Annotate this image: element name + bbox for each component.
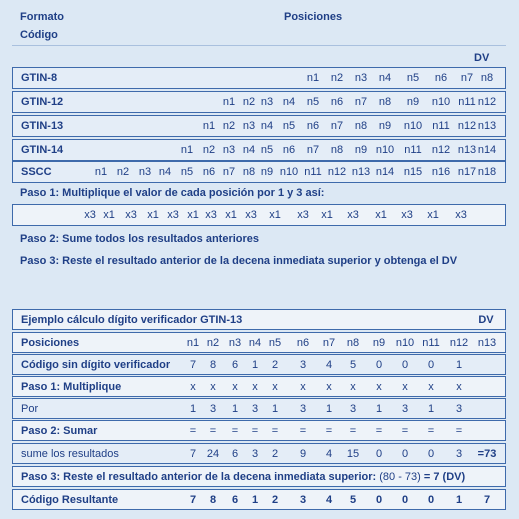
multiplier: x3	[347, 209, 359, 221]
multiplier: x3	[245, 209, 257, 221]
format-position: n4	[282, 96, 296, 108]
example-cell: 1	[251, 358, 259, 371]
format-label: GTIN-14	[21, 144, 64, 156]
format-position: n15	[403, 166, 423, 178]
paso1-text: Paso 1: Multiplique el valor de cada posición por 1 y 3 así:	[20, 187, 325, 199]
format-position: n8	[242, 166, 256, 178]
dv-header: DV	[474, 52, 490, 64]
format-position: n7	[460, 72, 474, 84]
example-row-label: Posiciones	[21, 336, 80, 349]
example-paso3-prefix: Paso 3: Reste el resultado anterior de la decena inmediata superior:	[21, 470, 377, 483]
example-row-label: Paso 2: Sumar	[21, 424, 98, 437]
format-row	[12, 139, 506, 161]
format-position: n13	[477, 120, 497, 132]
format-position: n6	[282, 144, 296, 156]
format-position: n1	[202, 120, 216, 132]
multiplier: x3	[205, 209, 217, 221]
example-cell: 6	[231, 447, 239, 460]
example-result-label: Código Resultante	[21, 493, 119, 506]
header-divider	[12, 45, 506, 46]
example-cell: n11	[422, 336, 440, 349]
multiplier: x1	[187, 209, 199, 221]
example-cell: 9	[299, 447, 307, 460]
example-cell: x	[252, 380, 258, 393]
example-cell: x	[456, 380, 462, 393]
example-cell: 0	[375, 447, 383, 460]
example-cell: x	[300, 380, 306, 393]
posiciones-header: Posiciones	[284, 11, 343, 23]
example-cell: n6	[296, 336, 310, 349]
example-paso3-result: = 7 (DV)	[423, 470, 466, 483]
format-position: n6	[306, 120, 320, 132]
example-cell: =	[401, 424, 409, 437]
format-position: n5	[406, 72, 420, 84]
multiplier: x3	[84, 209, 96, 221]
example-paso3-row	[12, 466, 506, 487]
multiplier: x1	[427, 209, 439, 221]
format-position: n5	[282, 120, 296, 132]
example-title-row	[12, 309, 506, 330]
result-digit: 3	[299, 493, 307, 506]
format-label: GTIN-8	[21, 72, 58, 84]
result-digit: 7	[483, 493, 491, 506]
example-cell: 0	[427, 447, 435, 460]
format-position: n13	[457, 144, 477, 156]
format-position: n12	[431, 144, 451, 156]
example-cell: n8	[346, 336, 360, 349]
example-row-label: Paso 1: Multiplique	[21, 380, 122, 393]
format-position: n13	[351, 166, 371, 178]
example-cell: 1	[455, 358, 463, 371]
example-cell: =	[231, 424, 239, 437]
format-position: n11	[432, 120, 450, 132]
format-position: n9	[354, 144, 368, 156]
format-position: n4	[378, 72, 392, 84]
example-cell: 1	[375, 402, 383, 415]
example-cell: 4	[325, 358, 333, 371]
example-row	[12, 420, 506, 441]
example-cell: =	[189, 424, 197, 437]
format-position: n1	[222, 96, 236, 108]
format-position: n8	[330, 144, 344, 156]
example-cell: 3	[455, 447, 463, 460]
format-position: n9	[378, 120, 392, 132]
example-cell: n2	[206, 336, 220, 349]
example-cell: 3	[209, 402, 217, 415]
example-cell: 8	[209, 358, 217, 371]
example-cell: =	[251, 424, 259, 437]
format-position: n18	[477, 166, 497, 178]
format-position: n7	[306, 144, 320, 156]
example-row-label: sume los resultados	[21, 447, 119, 460]
example-cell: x	[428, 380, 434, 393]
format-position: n3	[354, 72, 368, 84]
format-position: n8	[378, 96, 392, 108]
example-cell: x	[376, 380, 382, 393]
format-label: SSCC	[21, 166, 52, 178]
example-cell: 1	[325, 402, 333, 415]
format-position: n2	[116, 166, 130, 178]
example-cell: x	[210, 380, 216, 393]
format-position: n8	[354, 120, 368, 132]
example-row	[12, 376, 506, 397]
multiplier: x3	[455, 209, 467, 221]
multiplier: x1	[269, 209, 281, 221]
format-position: n5	[260, 144, 274, 156]
format-position: n12	[457, 120, 477, 132]
format-label: GTIN-12	[21, 96, 64, 108]
format-position: n12	[327, 166, 347, 178]
example-cell: 3	[251, 402, 259, 415]
example-cell: 1	[271, 402, 279, 415]
example-cell: 2	[271, 447, 279, 460]
example-cell: 1	[427, 402, 435, 415]
example-cell: 0	[427, 358, 435, 371]
format-position: n2	[330, 72, 344, 84]
example-cell: 4	[325, 447, 333, 460]
example-row	[12, 443, 506, 464]
format-position: n6	[434, 72, 448, 84]
example-cell: 6	[231, 358, 239, 371]
result-digit: 1	[251, 493, 259, 506]
example-cell: 0	[401, 447, 409, 460]
example-cell: 24	[206, 447, 220, 460]
format-position: n7	[222, 166, 236, 178]
example-row	[12, 354, 506, 375]
multiplier: x1	[147, 209, 159, 221]
example-cell: =	[349, 424, 357, 437]
example-cell: 3	[251, 447, 259, 460]
format-position: n7	[354, 96, 368, 108]
format-position: n4	[242, 144, 256, 156]
example-cell: =	[375, 424, 383, 437]
format-position: n3	[242, 120, 256, 132]
format-position: n14	[477, 144, 497, 156]
format-position: n14	[375, 166, 395, 178]
format-position: n8	[480, 72, 494, 84]
format-position: n2	[202, 144, 216, 156]
format-position: n11	[404, 144, 422, 156]
format-position: n4	[158, 166, 172, 178]
result-digit: 0	[401, 493, 409, 506]
format-position: n10	[279, 166, 299, 178]
example-cell: n3	[228, 336, 242, 349]
format-row	[12, 115, 506, 137]
example-cell: n12	[449, 336, 469, 349]
multiplier: x3	[167, 209, 179, 221]
codigo-header: Código	[20, 29, 58, 41]
example-cell: 1	[189, 402, 197, 415]
format-position: n1	[94, 166, 108, 178]
format-position: n1	[306, 72, 320, 84]
example-cell: n7	[322, 336, 336, 349]
format-position: n6	[202, 166, 216, 178]
result-digit: 2	[271, 493, 279, 506]
example-cell: n4	[248, 336, 262, 349]
example-cell: n5	[268, 336, 282, 349]
example-cell: 0	[375, 358, 383, 371]
example-cell: x	[326, 380, 332, 393]
format-position: n2	[222, 120, 236, 132]
multiplier: x1	[225, 209, 237, 221]
format-position: n10	[431, 96, 451, 108]
format-label: GTIN-13	[21, 120, 64, 132]
multiplier: x3	[297, 209, 309, 221]
example-row	[12, 332, 506, 353]
format-position: n12	[477, 96, 497, 108]
example-row	[12, 398, 506, 419]
example-cell: x	[232, 380, 238, 393]
example-cell: =	[427, 424, 435, 437]
example-cell: 3	[299, 358, 307, 371]
example-cell: =73	[477, 447, 497, 460]
example-row-label: Por	[21, 402, 39, 415]
format-position: n7	[330, 120, 344, 132]
format-position: n4	[260, 120, 274, 132]
format-row	[12, 161, 506, 183]
example-cell: x	[190, 380, 196, 393]
paso3-text: Paso 3: Reste el resultado anterior de la decena inmediata superior y obtenga el DV	[20, 255, 458, 267]
result-digit: 1	[455, 493, 463, 506]
example-cell: n1	[186, 336, 200, 349]
example-cell: 2	[271, 358, 279, 371]
example-cell: 3	[299, 402, 307, 415]
result-digit: 0	[427, 493, 435, 506]
result-digit: 0	[375, 493, 383, 506]
format-position: n9	[260, 166, 274, 178]
example-cell: x	[402, 380, 408, 393]
format-position: n1	[180, 144, 194, 156]
multiplier: x3	[401, 209, 413, 221]
format-position: n10	[375, 144, 395, 156]
example-cell: 5	[349, 358, 357, 371]
result-digit: 8	[209, 493, 217, 506]
result-digit: 6	[231, 493, 239, 506]
example-cell: =	[455, 424, 463, 437]
example-cell: n9	[372, 336, 386, 349]
format-position: n17	[457, 166, 477, 178]
format-position: n16	[431, 166, 451, 178]
example-cell: =	[209, 424, 217, 437]
multiplier: x1	[375, 209, 387, 221]
example-cell: =	[299, 424, 307, 437]
example-cell: 3	[401, 402, 409, 415]
format-position: n11	[304, 166, 322, 178]
example-cell: 7	[189, 358, 197, 371]
example-dv: DV	[478, 313, 494, 326]
result-digit: 4	[325, 493, 333, 506]
example-row-label: Código sin dígito verificador	[21, 358, 171, 371]
example-cell: 0	[401, 358, 409, 371]
example-cell: =	[271, 424, 279, 437]
example-result-row	[12, 489, 506, 510]
example-cell: =	[325, 424, 333, 437]
example-cell: n10	[395, 336, 415, 349]
format-position: n11	[458, 96, 476, 108]
example-cell: n13	[477, 336, 497, 349]
format-position: n9	[406, 96, 420, 108]
example-paso3-calc: (80 - 73)	[379, 470, 421, 483]
multiplier: x1	[103, 209, 115, 221]
format-row	[12, 67, 506, 89]
format-position: n3	[260, 96, 274, 108]
example-cell: 15	[346, 447, 360, 460]
paso2-text: Paso 2: Sume todos los resultados anteriores	[20, 233, 260, 245]
format-position: n3	[138, 166, 152, 178]
format-position: n3	[222, 144, 236, 156]
example-cell: 3	[349, 402, 357, 415]
example-cell: x	[272, 380, 278, 393]
format-position: n5	[180, 166, 194, 178]
format-position: n10	[403, 120, 423, 132]
multipliers-row	[12, 204, 506, 226]
example-cell: 1	[231, 402, 239, 415]
format-position: n6	[330, 96, 344, 108]
example-paso3	[21, 467, 465, 486]
result-digit: 7	[189, 493, 197, 506]
example-title: Ejemplo cálculo dígito verificador GTIN-13	[21, 313, 243, 326]
formato-header: Formato	[20, 11, 64, 23]
format-row	[12, 91, 506, 113]
multiplier: x3	[125, 209, 137, 221]
format-position: n2	[242, 96, 256, 108]
multiplier: x1	[321, 209, 333, 221]
example-cell: 7	[189, 447, 197, 460]
example-cell: 3	[455, 402, 463, 415]
example-cell: x	[350, 380, 356, 393]
result-digit: 5	[349, 493, 357, 506]
format-position: n5	[306, 96, 320, 108]
